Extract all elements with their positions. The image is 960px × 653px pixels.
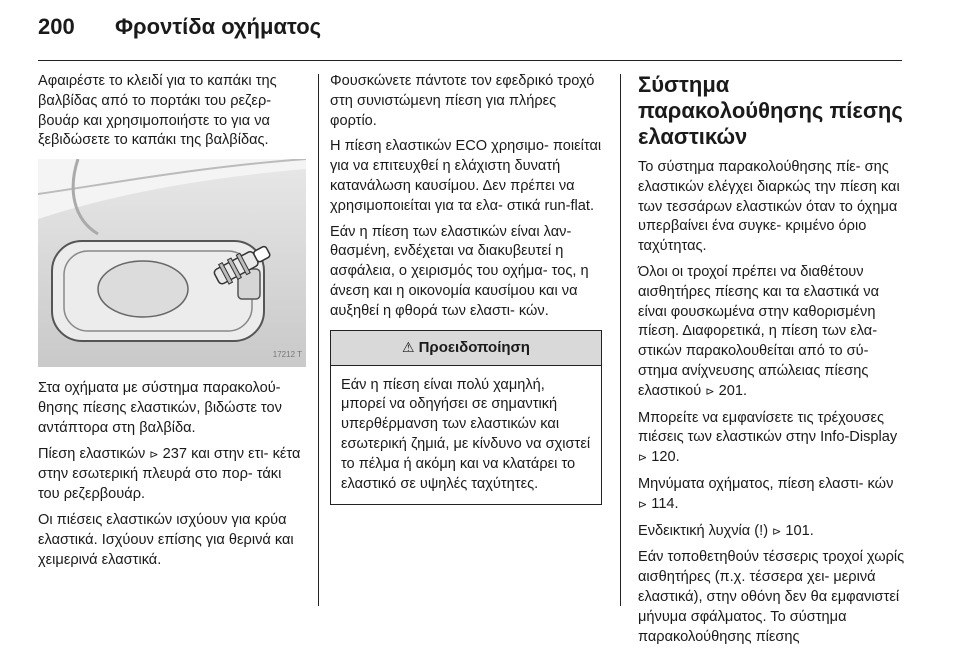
figure-code: 17212 T [272,350,302,360]
tyre-valve-drawing [38,159,306,367]
paragraph: Ενδεικτική λυχνία (!) ⊳ 101. [638,522,814,539]
warning-title: Προειδοποίηση [418,338,530,356]
page-reference: 101 [785,522,810,539]
page-number: 200 [38,14,75,39]
paragraph: Στα οχήματα με σύστημα παρακολού- θησης πίεσης ελαστικών, βιδώστε τον αντάπτορα στη βαλβίδα. [38,380,282,436]
warning-text: Εάν η πίεση είναι πολύ χαμηλή, μπορεί να οδηγήσει σε σημαντική υπερθέρμανση των ελαστικών και εσωτερική ζημιά, με κίνδυνο να σχιστεί το πέλμα ή ακόμη και να κλατάρει το ελαστικό σε υψηλές ταχύτητες. [341,376,591,492]
warning-triangle-icon: ⚠ [402,338,415,355]
page-reference-icon: ⊳ [638,452,648,465]
paragraph: Το σύστημα παρακολούθησης πίε- σης ελαστικών ελέγχει διαρκώς την πίεση και των τεσσάρων ελαστικών όταν το όχημα υπερβαίνει ένα συγκε- κριμένο όριο ταχύτητας. [638,159,900,255]
paragraph: Εάν η πίεση των ελαστικών είναι λαν- θασμένη, ενδέχεται να διακυβευτεί η ασφάλεια, ο χειρισμός του οχήμα- τος, η άνεση και η οικονομία καυσίμου και να αυξηθεί η φθορά των ελαστι- κών. [330,223,589,319]
page-header [0,0,960,62]
page-reference-icon: ⊳ [772,525,782,538]
paragraph: Φουσκώνετε πάντοτε τον εφεδρικό τροχό στη συνιστώμενη πίεση για πλήρες φορτίο. [330,73,595,129]
paragraph: Πίεση ελαστικών ⊳ 237 και στην ετι- κέτα στην εσωτερική πλευρά στο πορ- τάκι του ρεζερβουάρ. [38,445,301,503]
paragraph: Όλοι οι τροχοί πρέπει να διαθέτουν αισθητήρες πίεσης και τα ελαστικά να είναι φουσκωμένα στην καθορισμένη πίεση. Διαφορετικά, η πίεση των ελα- στικών παρακολουθείται από το σύ- στημα ανίχνευσης απώλειας πίεσης ελαστικού ⊳ 201. [638,263,880,399]
paragraph: Μηνύματα οχήματος, πίεση ελαστι- κών ⊳ 114. [638,475,894,512]
section-heading: Σύστημα παρακολούθησης πίεσης ελαστικών [638,72,903,149]
paragraph: Μπορείτε να εμφανίσετε τις τρέχουσες πιέσεις των ελαστικών στην Info-Display ⊳ 120. [638,409,898,466]
paragraph: Αφαιρέστε το κλειδί για το καπάκι της βαλβίδας από το πορτάκι του ρεζερ- βουάρ και χρησιμοποιήστε το για να ξεβιδώσετε το καπάκι της βαλβίδας. [38,73,277,149]
page-reference-icon: ⊳ [705,385,715,398]
column-divider [318,74,319,606]
page-reference-icon: ⊳ [638,498,648,511]
tyre-pressure-warning-icon: (!) [754,522,769,539]
column-middle [330,72,602,505]
paragraph: Οι πιέσεις ελαστικών ισχύουν για κρύα ελαστικά. Ισχύουν επίσης για θερινά και χειμερινά ελαστικά. [38,511,294,568]
page-reference: 237 [162,445,188,462]
page-reference: 114 [651,495,675,512]
paragraph: Εάν τοποθετηθούν τέσσερις τροχοί χωρίς αισθητήρες (π.χ. τέσσερα χει- μερινά ελαστικά), στην οθόνη δεν θα εμφανιστεί μήνυμα σφάλματος. Το σύστημα παρακολούθησης πίεσης [638,549,905,645]
column-divider [620,74,621,606]
page-reference: 120 [651,449,676,466]
column-left [38,72,303,576]
column-right [638,72,906,653]
tyre-valve-illustration [38,159,306,367]
paragraph: Η πίεση ελαστικών ECO χρησιμο- ποιείται για να επιτευχθεί η ελάχιστη δυνατή κατανάλωση καυσίμου. Δεν πρέπει να χρησιμοποιείται για τα ελα- στικά run-flat. [330,138,602,214]
warning-box [330,330,602,506]
page-reference-icon: ⊳ [149,448,159,461]
page-title: Φροντίδα οχήματος [115,14,322,39]
header-divider [38,60,902,61]
warning-header [331,331,601,366]
page-reference: 201 [718,382,743,399]
